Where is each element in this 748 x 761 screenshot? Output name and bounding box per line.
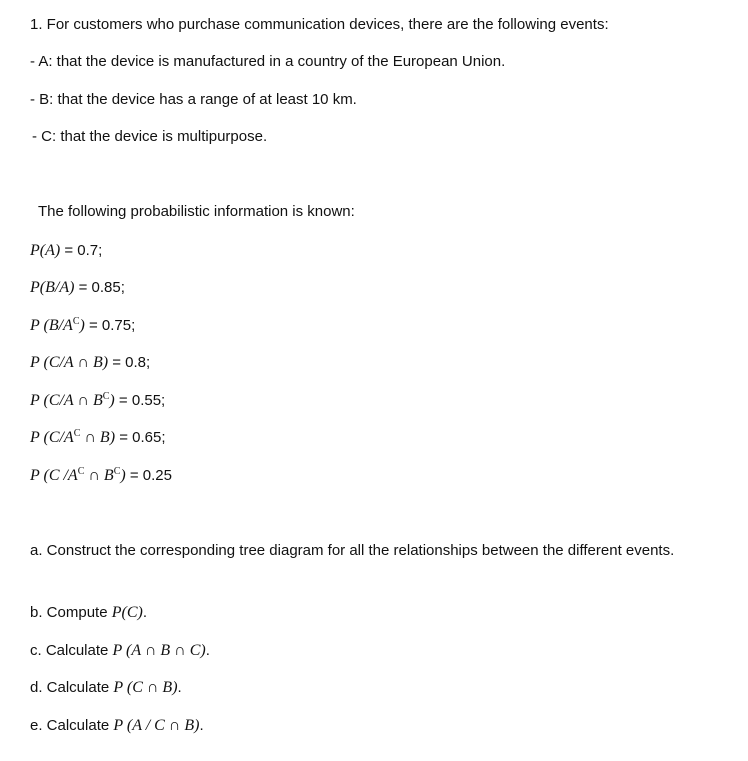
- task-b: b. Compute P(C).: [30, 604, 147, 621]
- prob-c-given-acbc: [30, 466, 172, 486]
- prob-value: = 0.25: [129, 467, 172, 484]
- event-a: - A: that the device is manufactured in a country of the European Union.: [30, 53, 506, 70]
- prob-expr: P (C/A ∩ $B^C$): [30, 391, 115, 409]
- prob-value: = 0.75;: [88, 317, 136, 334]
- prob-value: = 0.65;: [119, 429, 166, 446]
- prob-b-given-ac: [30, 316, 135, 336]
- prob-a: [30, 241, 102, 261]
- event-b: - B: that the device has a range of at least 10 km.: [30, 91, 357, 108]
- task-a: a. Construct the corresponding tree diagram for all the relationships between the different events.: [30, 542, 675, 559]
- task-expr: P (A / C ∩ B): [113, 717, 200, 734]
- prob-expr: P (C/A ∩ B): [30, 354, 109, 371]
- prob-expr: P $(B/A^C)$: [30, 316, 85, 334]
- prob-expr: P(B/A): [30, 279, 75, 296]
- prob-c-given-acb: [30, 428, 166, 448]
- task-expr: P(C): [111, 604, 143, 621]
- prob-c-given-abc: [30, 391, 165, 411]
- event-c: - C: that the device is multipurpose.: [32, 128, 268, 145]
- prob-value: = 0.8;: [112, 354, 151, 371]
- prob-value: = 0.85;: [78, 279, 125, 296]
- prob-c-given-ab: [30, 353, 150, 373]
- prob-value: = 0.55;: [118, 392, 166, 409]
- task-expr: P (C ∩ B): [113, 679, 178, 696]
- prob-expr: P (C $/A^C$ ∩ $B^C$): [30, 466, 126, 484]
- known-header: The following probabilistic information is known:: [38, 203, 355, 220]
- prob-b-given-a: [30, 278, 125, 298]
- task-e: e. Calculate P (A / C ∩ B).: [30, 717, 204, 734]
- question-title: 1. For customers who purchase communication devices, there are the following events:: [30, 16, 609, 33]
- prob-value: = 0.7;: [64, 242, 103, 259]
- task-expr: P (A ∩ B ∩ C): [112, 642, 206, 659]
- task-c: c. Calculate P (A ∩ B ∩ C).: [30, 642, 210, 659]
- task-d: d. Calculate P (C ∩ B).: [30, 679, 182, 696]
- prob-expr: P ($C/A^C$ ∩ B): [30, 428, 116, 446]
- prob-expr: P(A): [30, 242, 61, 259]
